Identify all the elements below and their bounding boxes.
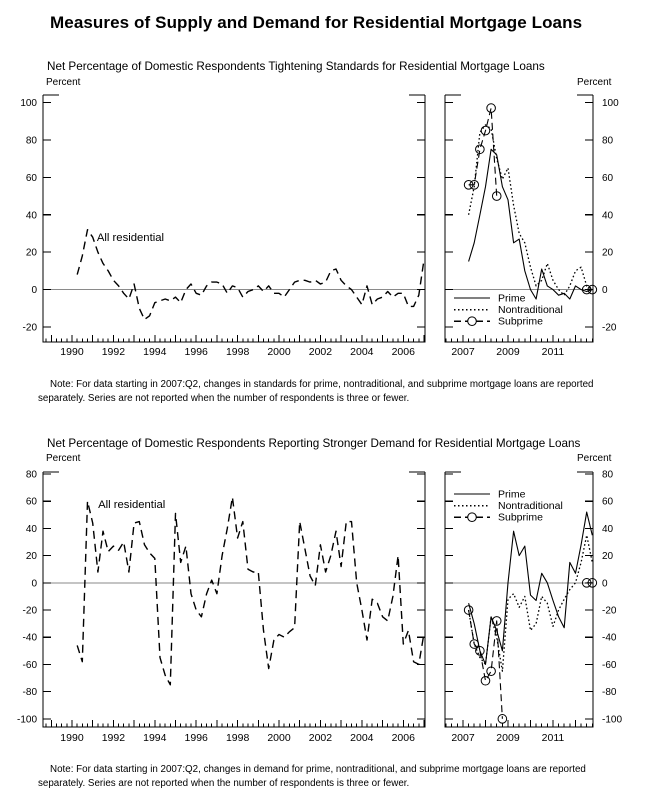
series-annotation: All residential <box>98 498 166 511</box>
demand-chart-svg <box>0 465 650 757</box>
y-tick-label: 0 <box>602 285 608 297</box>
demand-left-axis-unit: Percent <box>46 453 81 464</box>
y-tick-label: 40 <box>602 523 614 535</box>
x-tick-label: 1998 <box>225 732 250 744</box>
series-prime <box>469 512 593 664</box>
y-tick-label: 60 <box>25 496 37 508</box>
y-tick-label: 20 <box>602 551 614 563</box>
series-marker-circle <box>487 667 496 676</box>
x-tick-label: 2002 <box>308 732 333 744</box>
y-tick-label: 60 <box>602 172 614 184</box>
y-tick-label: 80 <box>25 135 37 147</box>
y-tick-label: 0 <box>31 578 37 590</box>
y-tick-label: 0 <box>602 578 608 590</box>
series-marker-circle <box>588 285 597 294</box>
series-subprime <box>469 108 593 290</box>
standards-note: Note: For data starting in 2007:Q2, changes in standards for prime, nontraditional, and subprime mortgage loans are reported separately. Series are not reported when the number of respondents is three or fewer. <box>38 379 594 404</box>
y-tick-label: -20 <box>22 605 37 617</box>
y-tick-label: 40 <box>602 210 614 222</box>
series-marker-circle <box>464 606 473 615</box>
x-tick-label: 2007 <box>451 346 475 358</box>
y-tick-label: 60 <box>25 172 37 184</box>
y-tick-label: -20 <box>602 322 617 334</box>
series-all-residential <box>77 497 424 685</box>
legend-label: Subprime <box>498 315 543 328</box>
series-marker-circle <box>498 715 507 724</box>
series-marker-circle <box>492 617 501 626</box>
x-tick-label: 1996 <box>184 346 208 358</box>
series-marker-circle <box>481 676 490 685</box>
legend-label: Nontraditional <box>498 304 563 317</box>
y-tick-label: -100 <box>602 714 623 726</box>
y-tick-label: 60 <box>602 496 614 508</box>
y-tick-label: 80 <box>25 469 37 481</box>
legend-label: Prime <box>498 292 526 305</box>
y-tick-label: -60 <box>22 659 37 671</box>
y-tick-label: 100 <box>602 97 619 109</box>
legend-label: Prime <box>498 488 526 501</box>
y-tick-label: 80 <box>602 469 614 481</box>
y-tick-label: 20 <box>602 247 614 259</box>
x-tick-label: 1994 <box>143 346 167 358</box>
y-tick-label: -40 <box>602 632 617 644</box>
y-tick-label: 40 <box>25 210 37 222</box>
y-tick-label: -40 <box>22 632 37 644</box>
x-tick-label: 2004 <box>350 732 374 744</box>
standards-right-axis-unit: Percent <box>577 77 612 88</box>
x-tick-label: 2011 <box>541 732 565 744</box>
x-tick-label: 2006 <box>391 346 415 358</box>
series-marker-circle <box>481 126 490 135</box>
y-tick-label: 40 <box>25 523 37 535</box>
x-tick-label: 2006 <box>391 732 415 744</box>
x-tick-label: 2002 <box>308 346 333 358</box>
demand-note: Note: For data starting in 2007:Q2, changes in demand for prime, nontraditional, and subprime mortgage loans are reported separately. Series are not reported when the number of respondents is three or fewer. <box>38 764 586 789</box>
page-title: Measures of Supply and Demand for Residential Mortgage Loans <box>50 13 583 32</box>
x-tick-label: 1992 <box>101 346 126 358</box>
series-marker-circle <box>476 647 485 656</box>
y-tick-label: 0 <box>31 285 37 297</box>
x-tick-label: 2007 <box>451 732 475 744</box>
series-marker-circle <box>470 181 479 190</box>
x-tick-label: 2004 <box>350 346 374 358</box>
x-tick-label: 1996 <box>184 732 208 744</box>
y-tick-label: -80 <box>22 687 37 699</box>
x-tick-label: 1990 <box>60 732 84 744</box>
y-tick-label: -100 <box>16 714 37 726</box>
y-tick-label: -20 <box>602 605 617 617</box>
demand-chart-title: Net Percentage of Domestic Respondents Reporting Stronger Demand for Residential Mortgage Loans <box>47 437 581 450</box>
y-tick-label: 100 <box>20 97 37 109</box>
y-tick-label: -20 <box>22 322 37 334</box>
series-marker-circle <box>487 104 496 113</box>
series-marker-circle <box>492 192 501 201</box>
x-tick-label: 1998 <box>225 346 250 358</box>
y-tick-label: 80 <box>602 135 614 147</box>
standards-left-axis-unit: Percent <box>46 77 81 88</box>
standards-chart-title: Net Percentage of Domestic Respondents Tightening Standards for Residential Mortgage Loans <box>47 60 545 73</box>
series-marker-circle <box>588 579 597 588</box>
x-tick-label: 2009 <box>496 732 520 744</box>
series-marker-circle <box>476 145 485 154</box>
y-tick-label: -80 <box>602 687 617 699</box>
series-annotation: All residential <box>96 232 165 245</box>
x-tick-label: 2009 <box>496 346 520 358</box>
x-tick-label: 2000 <box>267 346 291 358</box>
x-tick-label: 1994 <box>143 732 167 744</box>
legend-sample-circle <box>468 317 477 326</box>
demand-right-axis-unit: Percent <box>577 453 612 464</box>
legend-label: Nontraditional <box>498 500 563 513</box>
x-tick-label: 1990 <box>60 346 84 358</box>
series-nontraditional <box>469 125 593 295</box>
y-tick-label: 20 <box>25 551 37 563</box>
standards-chart-svg <box>0 88 650 370</box>
y-tick-label: 20 <box>25 247 37 259</box>
y-tick-label: -60 <box>602 659 617 671</box>
x-tick-label: 2011 <box>541 346 565 358</box>
x-tick-label: 1992 <box>101 732 126 744</box>
legend-label: Subprime <box>498 511 543 524</box>
x-tick-label: 2000 <box>267 732 291 744</box>
legend-sample-circle <box>468 513 477 522</box>
